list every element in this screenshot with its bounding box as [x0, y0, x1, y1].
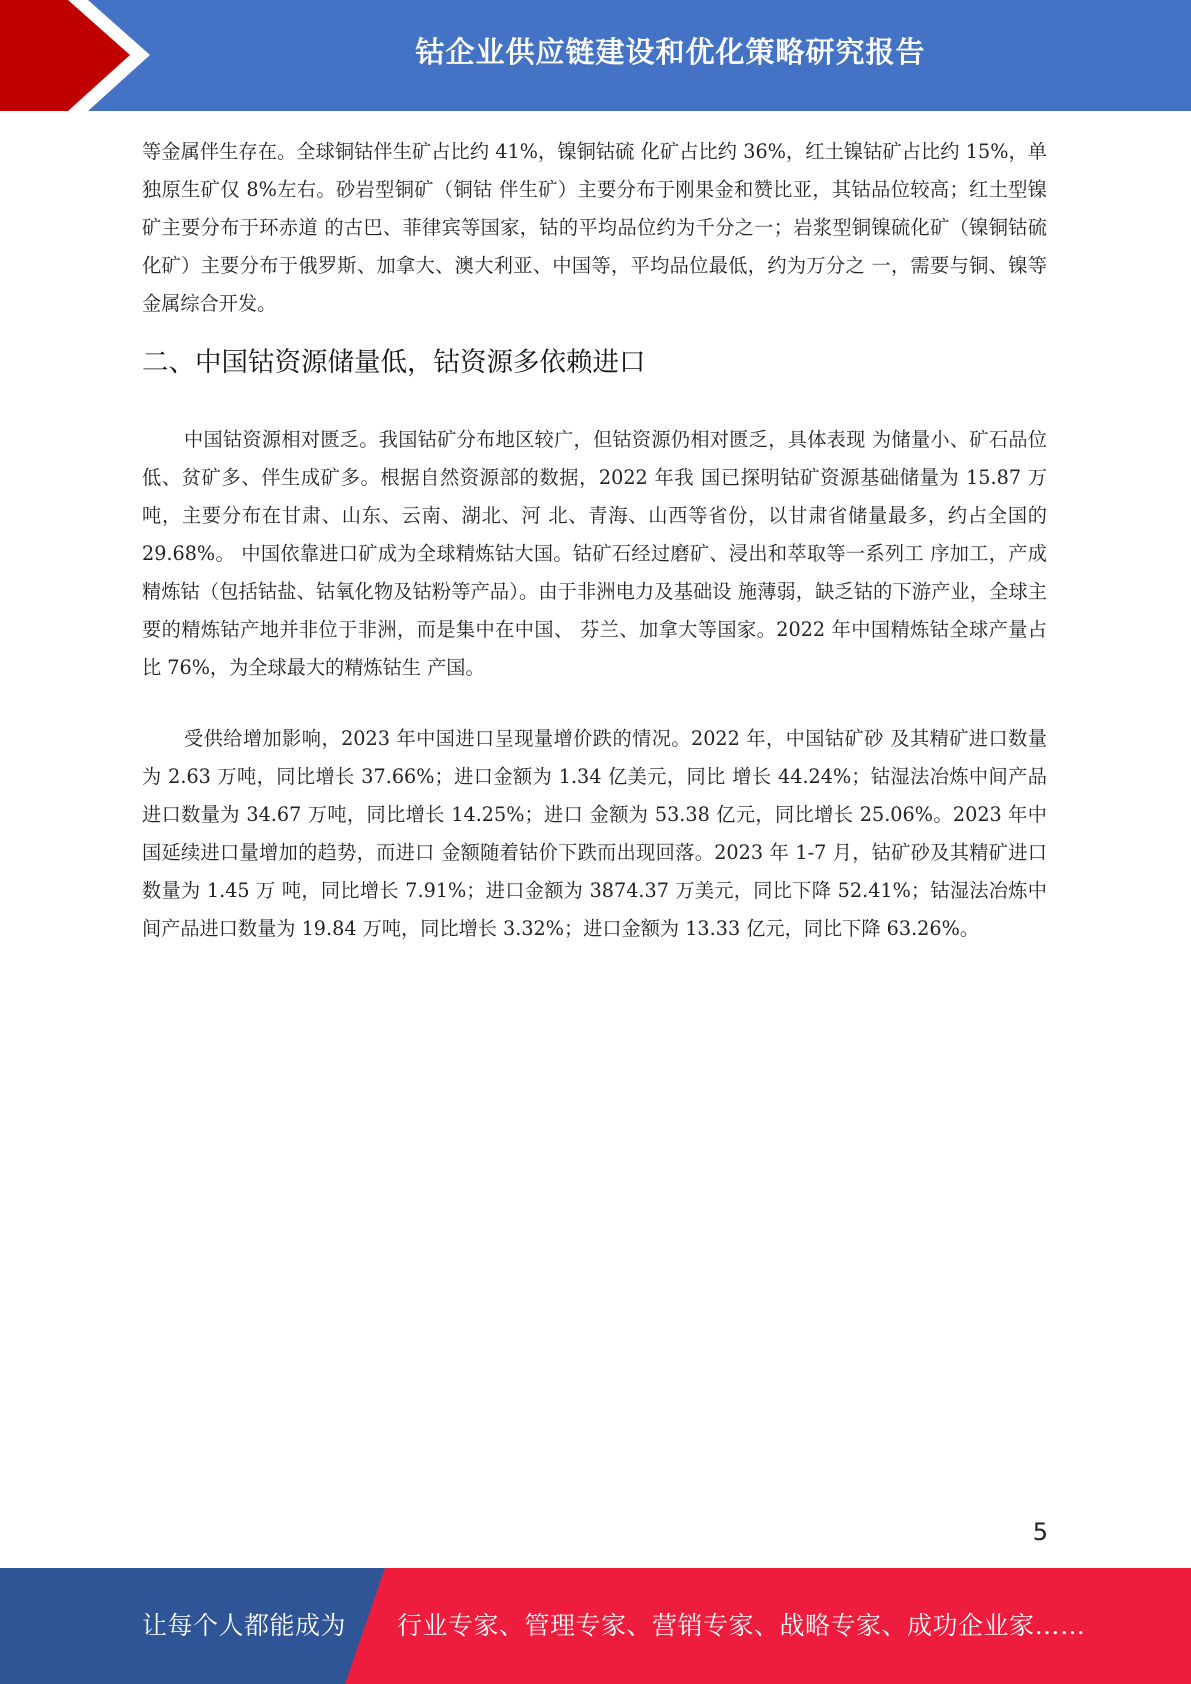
section-heading: 二、中国钴资源储量低，钴资源多依赖进口 — [142, 347, 646, 378]
page-footer — [0, 1568, 1191, 1684]
footer-slogan-left: 让每个人都能成为 — [142, 1611, 347, 1640]
page-header — [0, 0, 1191, 111]
document-title: 钴企业供应链建设和优化策略研究报告 — [415, 35, 926, 69]
footer-slogan-right: 行业专家、管理专家、营销专家、战略专家、成功企业家…… — [397, 1611, 1086, 1640]
header-chevron-icon — [0, 0, 160, 111]
paragraph-cobalt-ore-types: 等金属伴生存在。全球铜钴伴生矿占比约 41%，镍铜钴硫 化矿占比约 36%，红土镍钴矿占比约 15%，单独原生矿仅 8%左右。砂岩型铜矿（铜钴 伴生矿）主要分布于刚果金和赞比亚，其钴品位较高；红土型镍矿主要分布于环赤道 的古巴、菲律宾等国家，钴的平均品位约为千分之一；岩浆型铜镍硫化矿（镍铜钴硫 化矿）主要分布于俄罗斯、加拿大、澳大利亚、中国等，平均品位最低，约为万分之 一，需要与铜、镍等金属综合开发。 — [142, 140, 1047, 315]
paragraph-china-cobalt-reserves: 中国钴资源相对匮乏。我国钴矿分布地区较广，但钴资源仍相对匮乏，具体表现 为储量小、矿石品位低、贫矿多、伴生成矿多。根据自然资源部的数据，2022 年我 国已探明钴矿资源基础储量为 15.87 万吨，主要分布在甘肃、山东、云南、湖北、河 北、青海、山西等省份，以甘肃省储量最多，约占全国的 29.68%。 中国依靠进口矿成为全球精炼钴大国。钴矿石经过磨矿、浸出和萃取等一系列工 序加工，产成精炼钴（包括钴盐、钴氧化物及钴粉等产品）。由于非洲电力及基础设 施薄弱，缺乏钴的下游产业，全球主要的精炼钴产地并非位于非洲，而是集中在中国、 芬兰、加拿大等国家。2022 年中国精炼钴全球产量占比 76%，为全球最大的精炼钴生 产国。 — [142, 428, 1047, 679]
paragraph-china-cobalt-imports: 受供给增加影响，2023 年中国进口呈现量增价跌的情况。2022 年，中国钴矿砂 及其精矿进口数量为 2.63 万吨，同比增长 37.66%；进口金额为 1.34 亿美元，同比 增长 44.24%；钴湿法冶炼中间产品进口数量为 34.67 万吨，同比增长 14.25%；进口 金额为 53.38 亿元，同比增长 25.06%。2023 年中国延续进口量增加的趋势，而进口 金额随着钴价下跌而出现回落。2023 年 1-7 月，钴矿砂及其精矿进口数量为 1.45 万 吨，同比增长 7.91%；进口金额为 3874.37 万美元，同比下降 52.41%；钴湿法冶炼中 间产品进口数量为 19.84 万吨，同比增长 3.32%；进口金额为 13.33 亿元，同比下降 63.26%。 — [142, 727, 1047, 940]
page-number: 5 — [1032, 1518, 1048, 1546]
main-content — [142, 133, 1047, 948]
